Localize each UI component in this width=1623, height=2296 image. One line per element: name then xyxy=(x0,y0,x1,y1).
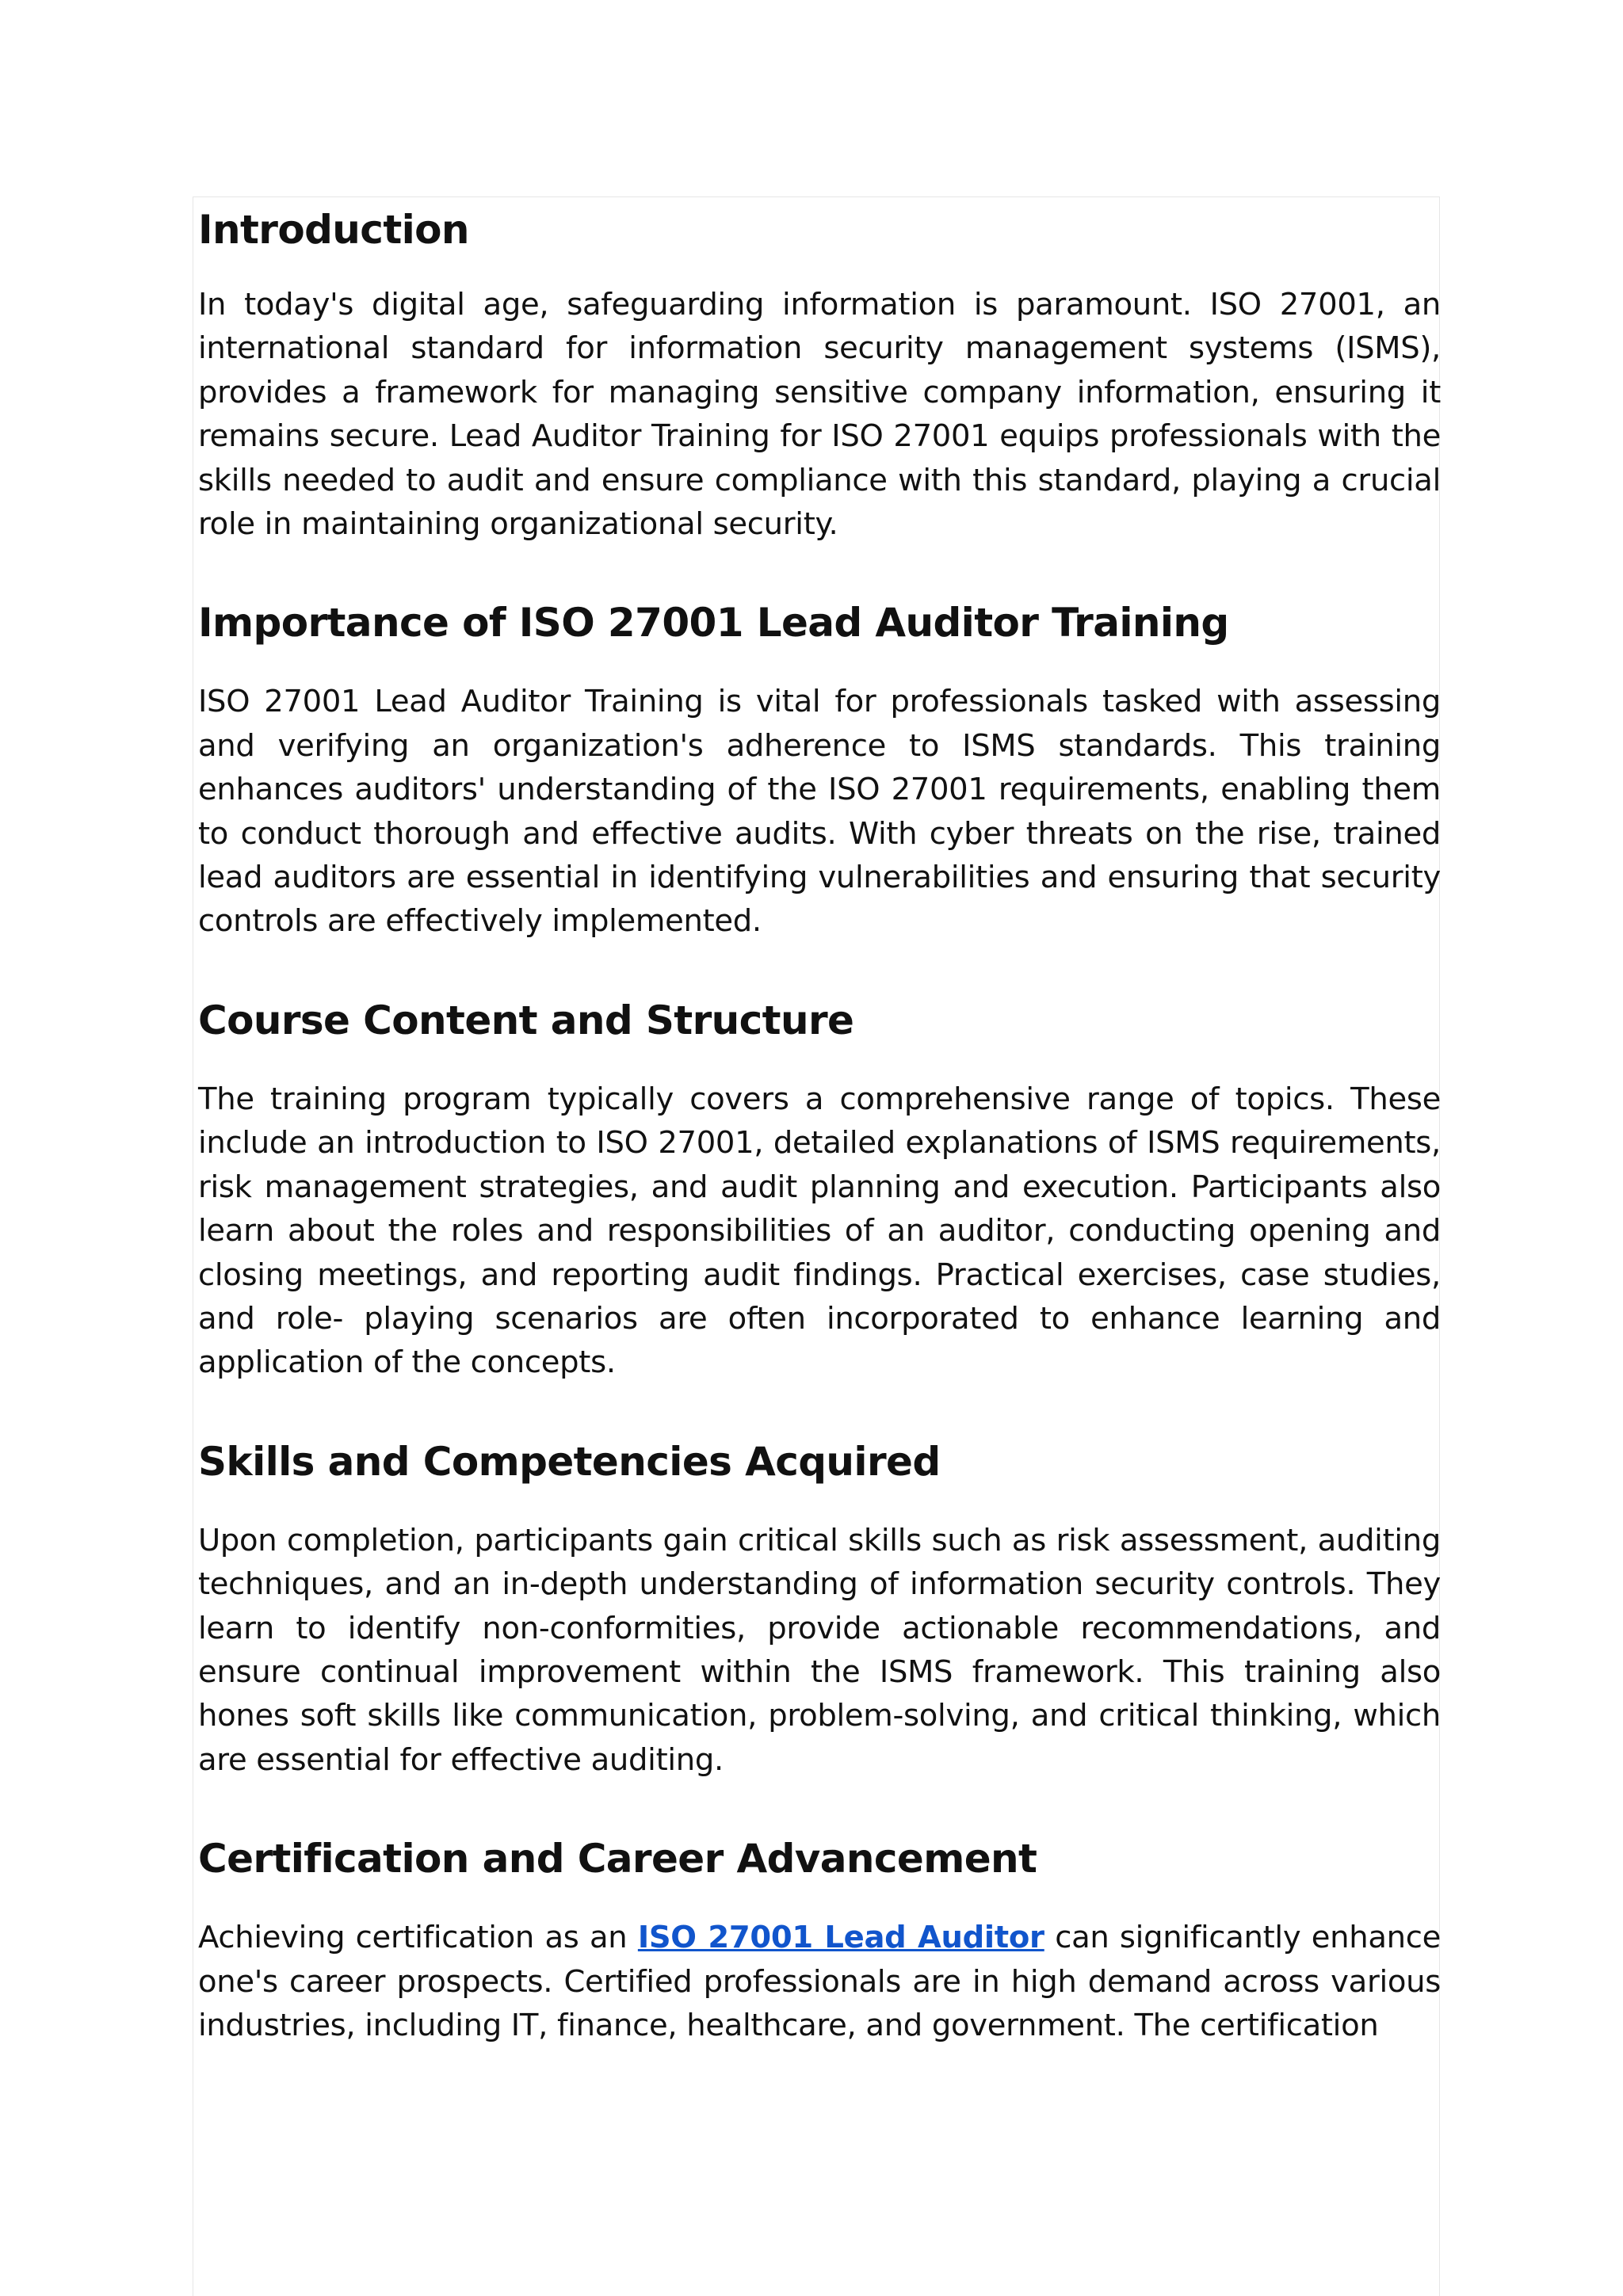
section-body: Upon completion, participants gain critical skills such as risk assessment, auditing techniques, and an in-depth understanding of information security controls. They learn to identify non-conformities, provide actionable recommendations, and ensure continual improvement within the ISMS framework. This training also hones soft skills like communication, problem-solving, and critical thinking, which are essential for effective auditing. xyxy=(198,1522,1441,1778)
section-course-content xyxy=(198,993,1441,1385)
section-heading: Course Content and Structure xyxy=(198,997,854,1043)
section-importance xyxy=(198,595,1441,943)
body-text-after: can significantly enhance one's career prospects. Certified professionals are in high demand across various industries, including IT, finance, healthcare, and government. The certification xyxy=(198,1920,1441,2043)
section-heading: Skills and Competencies Acquired xyxy=(198,1438,941,1485)
section-heading: Introduction xyxy=(198,207,469,253)
iso-lead-auditor-link[interactable]: ISO 27001 Lead Auditor xyxy=(637,1920,1044,1956)
section-introduction xyxy=(198,202,1441,546)
section-body: The training program typically covers a comprehensive range of topics. These include an introduction to ISO 27001, detailed explanations of ISMS requirements, risk management strategies, and audit planning and execution. Participants also learn about the roles and responsibilities of an auditor, conducting opening and closing meetings, and reporting audit findings. Practical exercises, case studies, and role- playing scenarios are often incorporated to enhance learning and application of the concepts. xyxy=(198,1081,1441,1381)
section-body xyxy=(198,1916,1441,2047)
section-heading: Certification and Career Advancement xyxy=(198,1836,1037,1882)
section-body: In today's digital age, safeguarding information is paramount. ISO 27001, an international standard for information security management systems (ISMS), provides a framework for managing sensitive company information, ensuring it remains secure. Lead Auditor Training for ISO 27001 equips professionals with the skills needed to audit and ensure compliance with this standard, playing a crucial role in maintaining organizational security. xyxy=(198,287,1441,543)
section-certification xyxy=(198,1831,1441,2047)
section-skills xyxy=(198,1434,1441,1782)
body-text-before: Achieving certification as an xyxy=(198,1920,628,1956)
section-heading: Importance of ISO 27001 Lead Auditor Training xyxy=(198,600,1229,646)
document-content xyxy=(198,202,1441,2047)
section-body: ISO 27001 Lead Auditor Training is vital for professionals tasked with assessing and verifying an organization's adherence to ISMS standards. This training enhances auditors' understanding of the ISO 27001 requirements, enabling them to conduct thorough and effective audits. With cyber threats on the rise, trained lead auditors are essential in identifying vulnerabilities and ensuring that security controls are effectively implemented. xyxy=(198,684,1441,940)
